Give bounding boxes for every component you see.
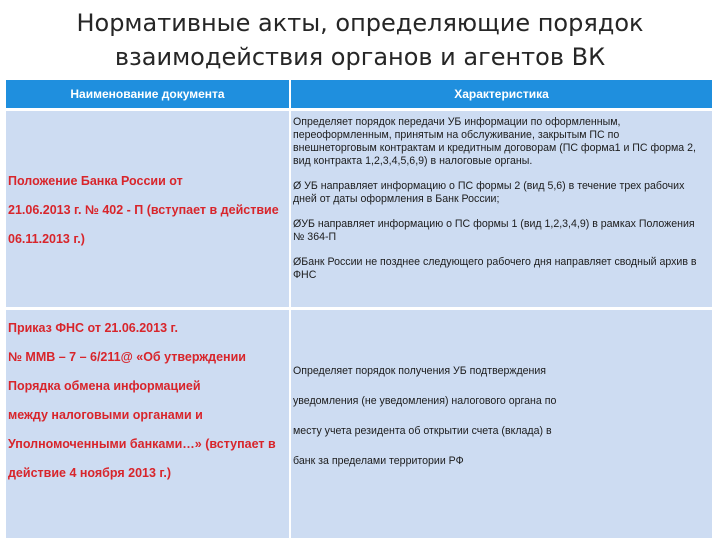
column-header-document: Наименование документа bbox=[6, 80, 289, 108]
description-paragraph: Ø УБ направляет информацию о ПС формы 2 (вид 5,6) в течение трех рабочих дней от даты оформления в Банк России; bbox=[293, 180, 685, 205]
table-row-1-description bbox=[291, 111, 712, 307]
slide-title bbox=[0, 6, 720, 74]
slide-title-line-2: взаимодействия органов и агентов ВК bbox=[114, 43, 606, 71]
table-row-1-name bbox=[6, 111, 289, 307]
doc-name-line: Приказ ФНС от 21.06.2013 г. bbox=[8, 321, 178, 335]
table-row-2-description bbox=[291, 310, 712, 538]
doc-name-line: 06.11.2013 г.) bbox=[8, 232, 85, 246]
description-line: уведомления (не уведомления) налогового органа по bbox=[293, 395, 557, 407]
description-line: Определяет порядок получения УБ подтверждения bbox=[293, 365, 547, 377]
description-paragraph: ØБанк России не позднее следующего рабочего дня направляет сводный архив в ФНС bbox=[293, 256, 697, 281]
doc-name-line: действие 4 ноября 2013 г.) bbox=[8, 466, 172, 480]
doc-name-line: Положение Банка России от bbox=[8, 174, 183, 188]
row-divider bbox=[6, 307, 712, 310]
doc-name-line: между налоговыми органами и bbox=[8, 408, 203, 422]
doc-name-line: № ММВ – 7 – 6/211@ «Об утверждении bbox=[8, 350, 246, 364]
description-line: месту учета резидента об открытии счета (вклада) в bbox=[293, 425, 552, 437]
description-paragraph: ØУБ направляет информацию о ПС формы 1 (вид 1,2,3,4,9) в рамках Положения № 364-П bbox=[293, 218, 695, 243]
row-divider bbox=[6, 108, 712, 111]
column-header-characteristic: Характеристика bbox=[291, 80, 712, 108]
doc-name-line: 21.06.2013 г. № 402 - П (вступает в действие bbox=[8, 203, 279, 217]
description-paragraph: Определяет порядок передачи УБ информации по оформленным, переоформленным, принятым на обслуживание, закрытым ПС по внешнеторговым контрактам и кредитным договорам (ПС форма1 и ПС форма 2, вид контракта 1,2,3,4,5,6,9) в налоговые органы. bbox=[293, 116, 696, 167]
table-row-2-name bbox=[6, 310, 289, 538]
doc-name-line: Порядка обмена информацией bbox=[8, 379, 201, 393]
acts-table bbox=[6, 80, 712, 538]
slide-title-line-1: Нормативные акты, определяющие порядок bbox=[76, 9, 644, 37]
doc-name-line: Уполномоченными банками…» (вступает в bbox=[8, 437, 276, 451]
description-line: банк за пределами территории РФ bbox=[293, 455, 464, 467]
